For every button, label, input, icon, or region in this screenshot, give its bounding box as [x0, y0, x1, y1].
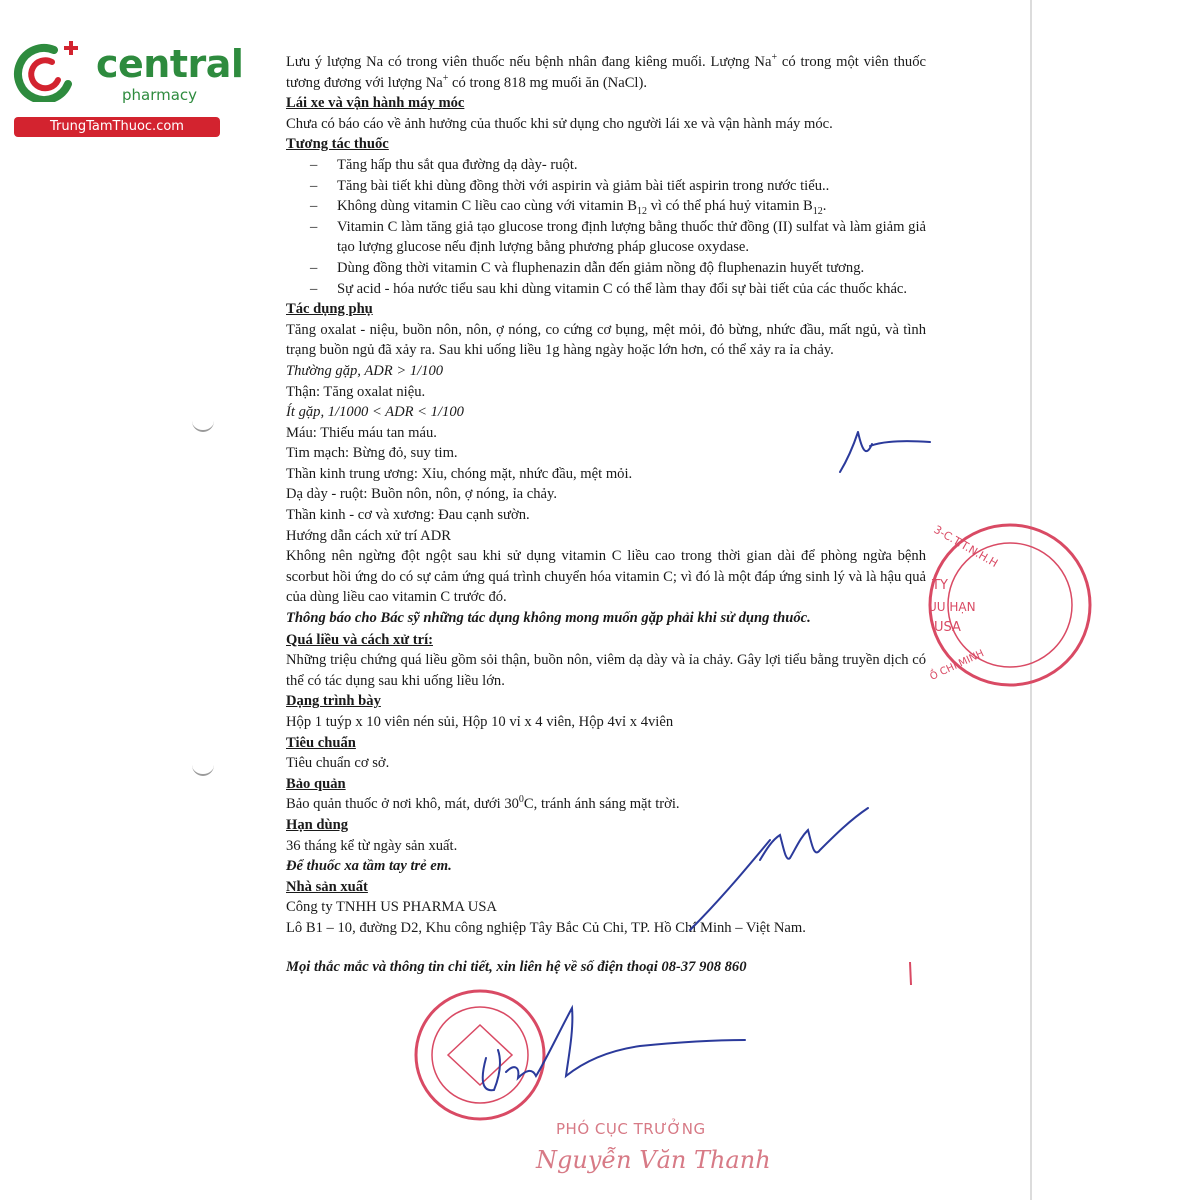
stamp-fragment: TY — [932, 578, 948, 593]
cardio-effect: Tim mạch: Bừng đỏ, suy tim. — [286, 445, 458, 462]
logo-mark-icon — [10, 40, 82, 102]
director-signature — [483, 1008, 745, 1090]
common-frequency: Thường gặp, ADR > 1/100 — [286, 362, 444, 379]
gi-effect: Dạ dày - ruột: Buồn nôn, nôn, ợ nóng, ỉa chảy. — [286, 486, 558, 503]
overdose-heading: Quá liều và cách xử trí: — [286, 631, 433, 648]
interactions-heading: Tương tác thuốc — [286, 136, 389, 153]
list-item: – Dùng đồng thời vitamin C và fluphenazin dẫn đến giảm nồng độ fluphenazin huyết tương. — [286, 258, 926, 279]
standard-text: Tiêu chuẩn cơ sở. — [286, 755, 390, 772]
punch-hole — [192, 418, 214, 432]
logo-website-banner[interactable]: TrungTamThuoc.com — [14, 117, 220, 137]
expiry-heading: Hạn dùng — [286, 816, 349, 833]
punch-hole — [192, 762, 214, 776]
storage-text: Bảo quản thuốc ở nơi khô, mát, dưới $30^0C$, tránh ánh sáng mặt trời. — [286, 794, 680, 813]
adr-heading: Hướng dẫn cách xử trí ADR — [286, 527, 451, 544]
list-item: – Sự acid - hóa nước tiểu sau khi dùng vitamin C có thể làm thay đổi sự bài tiết của các thuốc khác. — [286, 279, 926, 300]
driving-text: Chưa có báo cáo về ảnh hưởng của thuốc khi sử dụng cho người lái xe và vận hành máy móc. — [286, 115, 833, 132]
adr-text: Không nên ngừng đột ngột sau khi sử dụng vitamin C liều cao trong thời gian dài để phòng ngừa bệnh scorbut hồi ứng do có sự cảm ứng quá trình chuyển hóa vitamin C; vì đó là một đáp ứng sinh lý và là hậu quả của dùng liều cao vitamin C trước đó. — [286, 548, 926, 606]
leaflet-body — [286, 52, 926, 977]
neuro-effect: Thần kinh - cơ và xương: Đau cạnh sườn. — [286, 507, 530, 524]
list-item: – Vitamin C làm tăng giả tạo glucose trong định lượng bằng thuốc thử đồng (II) sulfat và làm giảm giả tạo lượng glucose nếu định lượng bằng phương pháp glucose oxydase. — [286, 217, 926, 258]
children-warning: Để thuốc xa tầm tay trẻ em. — [286, 858, 452, 875]
side-effects-text: Tăng oxalat - niệu, buồn nôn, nôn, ợ nóng, co cứng cơ bụng, mệt mỏi, đỏ bừng, nhức đầu, mất ngủ, và tình trạng buồn ngủ đã xảy ra. Sau khi uống liều 1g hàng ngày hoặc lớn hơn, có thể xảy ra ỉa chảy. — [286, 321, 926, 359]
manufacturer-heading: Nhà sản xuất — [286, 878, 368, 895]
stamp-fragment: Ồ CHÍ MINH — [928, 648, 986, 683]
stamp-fragment: USA — [934, 620, 961, 635]
kidney-effect: Thận: Tăng oxalat niệu. — [286, 383, 426, 400]
doctor-notice: Thông báo cho Bác sỹ những tác dụng không mong muốn gặp phải khi sử dụng thuốc. — [286, 610, 811, 627]
official-stamp — [416, 991, 544, 1119]
page-edge — [1030, 0, 1032, 1200]
contact-line: Mọi thắc mắc và thông tin chi tiết, xin liên hệ về số điện thoại 08-37 908 860 — [286, 958, 747, 975]
presentation-heading: Dạng trình bày — [286, 693, 381, 710]
signer-name: Nguyễn Văn Thanh — [536, 1146, 771, 1174]
stamp-fragment: 3-C.T.T.N.H.H — [931, 522, 1001, 571]
list-item: – Tăng hấp thu sắt qua đường dạ dày- ruột. — [286, 155, 926, 176]
manufacturer-company: Công ty TNHH US PHARMA USA — [286, 899, 497, 916]
stamp-fragment: UU HẠN — [928, 600, 976, 614]
expiry-text: 36 tháng kể từ ngày sản xuất. — [286, 837, 458, 854]
interactions-list — [286, 155, 926, 299]
logo-subtitle: pharmacy — [122, 86, 198, 104]
uncommon-frequency: Ít gặp, 1/1000 < ADR < 1/100 — [286, 404, 464, 421]
signer-title: PHÓ CỤC TRƯỞNG — [556, 1120, 706, 1138]
sodium-note: Lưu ý lượng Na có trong viên thuốc nếu bệnh nhân đang kiêng muối. Lượng Na+ có trong một viên thuốc tương đương với lượng Na+ có trong 818 mg muối ăn (NaCl). — [286, 52, 926, 91]
list-item: – Không dùng vitamin C liều cao cùng với vitamin $B_{12}$ vì có thể phá huỷ vitamin $B_{12}$. — [286, 196, 926, 217]
storage-heading: Bảo quản — [286, 775, 346, 792]
logo-name: central — [96, 42, 244, 86]
central-pharmacy-logo[interactable] — [10, 36, 244, 136]
side-effects-heading: Tác dụng phụ — [286, 301, 373, 318]
manufacturer-address: Lô B1 – 10, đường D2, Khu công nghiệp Tây Bắc Củ Chi, TP. Hồ Chí Minh – Việt Nam. — [286, 919, 806, 936]
driving-heading: Lái xe và vận hành máy móc — [286, 95, 465, 112]
blood-effect: Máu: Thiếu máu tan máu. — [286, 424, 437, 441]
presentation-text: Hộp 1 tuýp x 10 viên nén sủi, Hộp 10 vỉ x 4 viên, Hộp 4vỉ x 4viên — [286, 714, 674, 730]
overdose-text: Những triệu chứng quá liều gồm sỏi thận, buồn nôn, viêm dạ dày và ỉa chảy. Gây lợi tiểu bằng truyền dịch có thể có tác dụng sau khi uống liều lớn. — [286, 652, 926, 689]
list-item: – Tăng bài tiết khi dùng đồng thời với aspirin và giảm bài tiết aspirin trong nước tiểu.. — [286, 176, 926, 197]
cns-effect: Thần kinh trung ương: Xỉu, chóng mặt, nhức đầu, mệt mỏi. — [286, 465, 633, 482]
standard-heading: Tiêu chuẩn — [286, 734, 356, 751]
